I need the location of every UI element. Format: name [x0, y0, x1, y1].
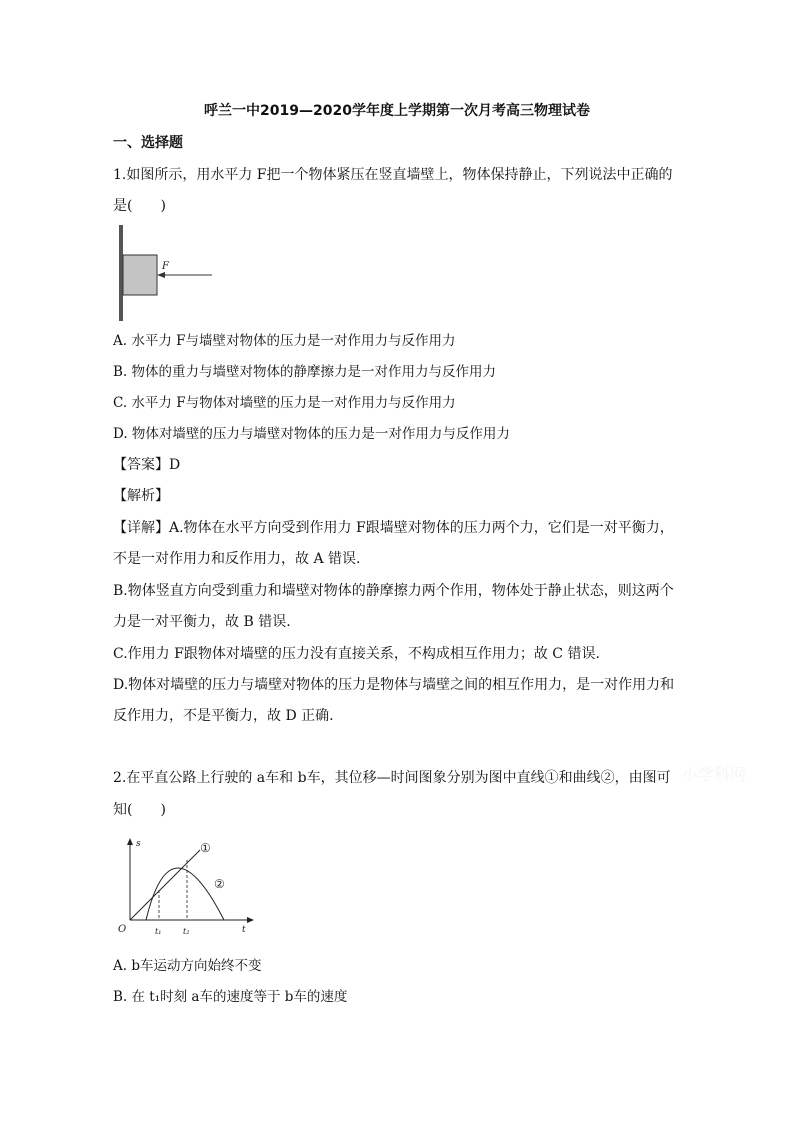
q2-option-a: A. b车运动方向始终不变 — [113, 958, 262, 974]
curve-b — [146, 868, 224, 920]
q1-detail-line: 力是一对平衡力，故 B 错误. — [113, 614, 291, 630]
line-a — [130, 850, 200, 920]
q2-stem-line2: 知( ) — [113, 802, 166, 818]
section-heading: 一、选择题 — [113, 135, 183, 151]
q1-option-b: B. 物体的重力与墙壁对物体的静摩擦力是一对作用力与反作用力 — [113, 364, 497, 380]
q1-answer: 【答案】D — [113, 457, 181, 473]
q1-option-d: D. 物体对墙壁的压力与墙壁对物体的压力是一对作用力与反作用力 — [113, 426, 510, 442]
q1-option-c: C. 水平力 F与物体对墙壁的压力是一对作用力与反作用力 — [113, 395, 456, 411]
force-label: F — [162, 261, 169, 272]
q2-position-time-graph — [112, 832, 257, 942]
q1-stem-line2: 是( ) — [113, 198, 166, 214]
wall — [119, 225, 123, 321]
q1-analysis-heading: 【解析】 — [113, 488, 169, 504]
q1-detail-line: D.物体对墙壁的压力与墙壁对物体的压力是物体与墙壁之间的相互作用力，是一对作用力和 — [113, 677, 675, 693]
q1-stem-line1: 1.如图所示，用水平力 F把一个物体紧压在竖直墙壁上，物体保持静止，下列说法中正确的 — [113, 167, 673, 183]
q1-wall-figure — [112, 225, 222, 325]
t2-label: t₂ — [183, 927, 190, 936]
s-axis-arrowhead — [127, 838, 133, 845]
origin-label: O — [118, 924, 127, 935]
q1-detail-line: 不是一对作用力和反作用力，故 A 错误. — [113, 551, 361, 567]
line-a-label: ① — [200, 841, 211, 855]
watermark: 小学科网 — [682, 765, 747, 784]
q1-option-a: A. 水平力 F与墙壁对物体的压力是一对作用力与反作用力 — [113, 333, 456, 349]
q2-option-b: B. 在 t₁时刻 a车的速度等于 b车的速度 — [113, 989, 348, 1005]
t-axis-label: t — [242, 925, 246, 935]
q1-detail-line: C.作用力 F跟物体对墙壁的压力没有直接关系，不构成相互作用力；故 C 错误. — [113, 646, 600, 662]
q2-stem-line1: 2.在平直公路上行驶的 a车和 b车，其位移—时间图象分别为图中直线①和曲线②，由图可 — [113, 770, 671, 786]
q1-detail-line: 【详解】A.物体在水平方向受到作用力 F跟墙壁对物体的压力两个力，它们是一对平衡力， — [113, 520, 674, 536]
q1-detail-line: 反作用力，不是平衡力，故 D 正确. — [113, 708, 334, 724]
curve-b-label: ② — [214, 877, 225, 891]
s-axis-label: s — [136, 839, 141, 849]
q1-detail-line: B.物体竖直方向受到重力和墙壁对物体的静摩擦力两个作用，物体处于静止状态，则这两个 — [113, 583, 674, 599]
t1-label: t₁ — [155, 927, 162, 936]
force-arrowhead — [157, 272, 165, 278]
block — [123, 255, 157, 295]
t-axis-arrowhead — [247, 917, 254, 923]
exam-title: 呼兰一中2019—2020学年度上学期第一次月考高三物理试卷 — [204, 103, 590, 119]
